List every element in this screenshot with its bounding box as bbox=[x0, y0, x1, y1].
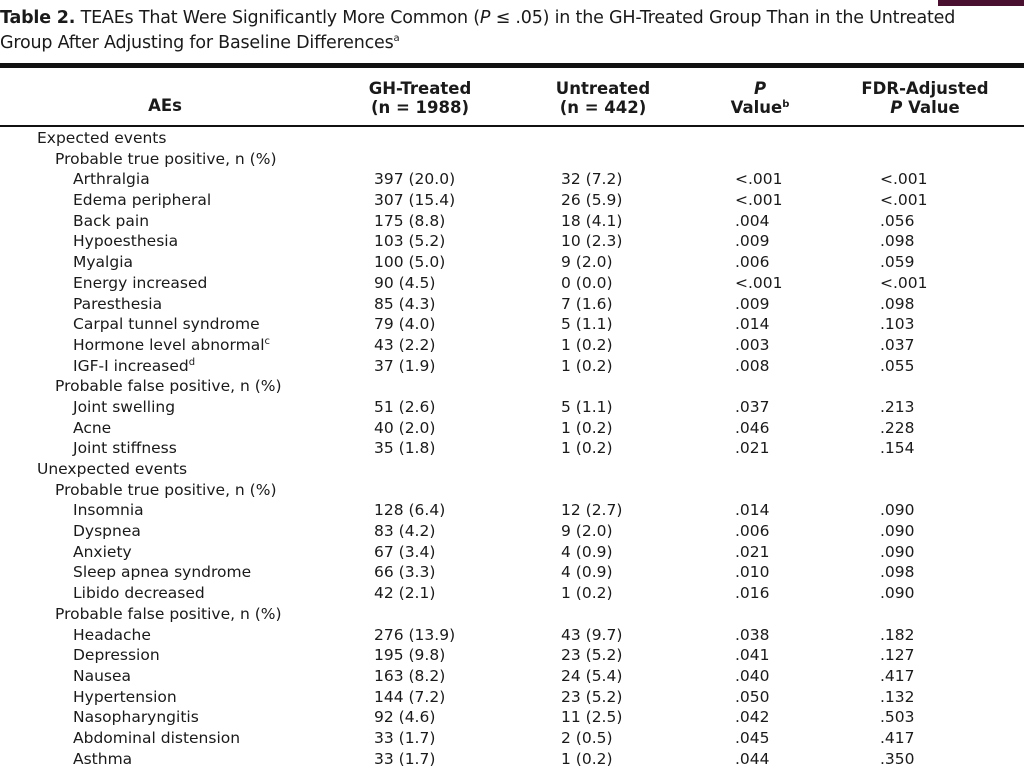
table-row bbox=[0, 707, 1024, 728]
table-row bbox=[0, 273, 1024, 294]
row-footnote-marker: c bbox=[264, 335, 271, 347]
p-value-cell: .008 bbox=[735, 356, 770, 375]
p-value-cell: .016 bbox=[735, 584, 770, 603]
header-gh-treated bbox=[345, 79, 495, 117]
table-row bbox=[0, 169, 1024, 190]
untreated-cell: 7 (1.6) bbox=[561, 294, 613, 313]
header-un-line1: Untreated bbox=[555, 79, 651, 98]
p-value-cell: .009 bbox=[735, 232, 770, 251]
row-label: Hypoesthesia bbox=[73, 232, 179, 251]
fdr-p-value-cell: .055 bbox=[880, 356, 915, 375]
table-row bbox=[0, 397, 1024, 418]
row-footnote-marker: d bbox=[188, 356, 196, 368]
row-label: Depression bbox=[73, 646, 160, 665]
p-value-cell: <.001 bbox=[735, 191, 783, 210]
fdr-p-value-cell: .132 bbox=[880, 687, 915, 706]
gh-treated-cell: 83 (4.2) bbox=[374, 522, 436, 541]
fdr-p-value-cell: .154 bbox=[880, 439, 915, 458]
table-row bbox=[0, 190, 1024, 211]
row-label: Carpal tunnel syndrome bbox=[73, 315, 260, 334]
table-row bbox=[0, 583, 1024, 604]
row-label: Sleep apnea syndrome bbox=[73, 563, 252, 582]
table-row bbox=[0, 542, 1024, 563]
row-label: Abdominal distension bbox=[73, 728, 241, 747]
row-label: Probable false positive, n (%) bbox=[55, 604, 282, 623]
untreated-cell: 5 (1.1) bbox=[561, 397, 613, 416]
p-value-cell: .010 bbox=[735, 563, 770, 582]
row-label: Probable true positive, n (%) bbox=[55, 149, 277, 168]
fdr-p-value-cell: .182 bbox=[880, 625, 915, 644]
fdr-p-value-cell: .103 bbox=[880, 315, 915, 334]
row-label: Asthma bbox=[73, 749, 133, 768]
caption-text-1: TEAEs That Were Significantly More Common ( bbox=[80, 8, 480, 28]
row-label: Libido decreased bbox=[73, 584, 205, 603]
p-value-cell: .044 bbox=[735, 749, 770, 768]
gh-treated-cell: 103 (5.2) bbox=[374, 232, 446, 251]
table-caption bbox=[0, 6, 1020, 56]
row-label: Insomnia bbox=[73, 501, 144, 520]
untreated-cell: 24 (5.4) bbox=[561, 666, 623, 685]
untreated-cell: 4 (0.9) bbox=[561, 563, 613, 582]
caption-footnote-marker: a bbox=[393, 33, 400, 44]
row-label: Nausea bbox=[73, 666, 132, 685]
header-gh-line2: (n = 1988) bbox=[370, 98, 470, 117]
gh-treated-cell: 163 (8.2) bbox=[374, 666, 446, 685]
table-row bbox=[0, 645, 1024, 666]
p-value-cell: .009 bbox=[735, 294, 770, 313]
table-row bbox=[0, 335, 1024, 356]
gh-treated-cell: 128 (6.4) bbox=[374, 501, 446, 520]
table-row bbox=[0, 314, 1024, 335]
header-p-value bbox=[715, 79, 805, 117]
header-aes: AEs bbox=[148, 96, 182, 115]
gh-treated-cell: 43 (2.2) bbox=[374, 335, 436, 354]
p-value-cell: .040 bbox=[735, 666, 770, 685]
untreated-cell: 12 (2.7) bbox=[561, 501, 623, 520]
untreated-cell: 18 (4.1) bbox=[561, 211, 623, 230]
gh-treated-cell: 33 (1.7) bbox=[374, 728, 436, 747]
p-value-cell: .021 bbox=[735, 542, 770, 561]
table-row bbox=[0, 500, 1024, 521]
gh-treated-cell: 175 (8.8) bbox=[374, 211, 446, 230]
untreated-cell: 9 (2.0) bbox=[561, 253, 613, 272]
untreated-cell: 1 (0.2) bbox=[561, 749, 613, 768]
row-label: Dyspnea bbox=[73, 522, 141, 541]
table-row bbox=[0, 749, 1024, 768]
p-value-cell: .006 bbox=[735, 253, 770, 272]
fdr-p-value-cell: .417 bbox=[880, 666, 915, 685]
gh-treated-cell: 144 (7.2) bbox=[374, 687, 446, 706]
table-row bbox=[0, 418, 1024, 439]
untreated-cell: 1 (0.2) bbox=[561, 335, 613, 354]
row-label: Joint swelling bbox=[73, 397, 176, 416]
row-label: Probable true positive, n (%) bbox=[55, 480, 277, 499]
caption-line-2-text: Group After Adjusting for Baseline Differences bbox=[0, 33, 394, 53]
table-top-rule bbox=[0, 63, 1024, 68]
row-label: Joint stiffness bbox=[73, 439, 177, 458]
untreated-cell: 23 (5.2) bbox=[561, 646, 623, 665]
p-value-cell: .004 bbox=[735, 211, 770, 230]
untreated-cell: 1 (0.2) bbox=[561, 356, 613, 375]
table-row bbox=[0, 231, 1024, 252]
p-value-cell: .014 bbox=[735, 501, 770, 520]
table-row bbox=[0, 666, 1024, 687]
row-label: Arthralgia bbox=[73, 170, 150, 189]
table-row bbox=[0, 521, 1024, 542]
section-heading-row bbox=[0, 459, 1024, 480]
gh-treated-cell: 85 (4.3) bbox=[374, 294, 436, 313]
row-label: Paresthesia bbox=[73, 294, 163, 313]
gh-treated-cell: 79 (4.0) bbox=[374, 315, 436, 334]
fdr-p-value-cell: .056 bbox=[880, 211, 915, 230]
table-label: Table 2. bbox=[0, 8, 76, 28]
untreated-cell: 1 (0.2) bbox=[561, 584, 613, 603]
section-heading-row bbox=[0, 128, 1024, 149]
gh-treated-cell: 66 (3.3) bbox=[374, 563, 436, 582]
table-row bbox=[0, 252, 1024, 273]
row-label: Headache bbox=[73, 625, 151, 644]
p-value-cell: <.001 bbox=[735, 273, 783, 292]
row-label: Back pain bbox=[73, 211, 150, 230]
header-fdr-line1: FDR-Adjusted bbox=[861, 79, 989, 98]
untreated-cell: 5 (1.1) bbox=[561, 315, 613, 334]
row-label: Hypertension bbox=[73, 687, 177, 706]
table-row bbox=[0, 687, 1024, 708]
fdr-p-value-cell: .059 bbox=[880, 253, 915, 272]
subsection-heading-row bbox=[0, 376, 1024, 397]
header-fdr-line2: P Value bbox=[890, 98, 960, 117]
gh-treated-cell: 37 (1.9) bbox=[374, 356, 436, 375]
row-label: Acne bbox=[73, 418, 112, 437]
fdr-p-value-cell: <.001 bbox=[880, 273, 928, 292]
table-row bbox=[0, 294, 1024, 315]
untreated-cell: 32 (7.2) bbox=[561, 170, 623, 189]
caption-text-2: ≤ .05) in the GH-Treated Group Than in the Untreated bbox=[490, 8, 956, 28]
row-label: Energy increased bbox=[73, 273, 208, 292]
p-value-cell: .046 bbox=[735, 418, 770, 437]
untreated-cell: 4 (0.9) bbox=[561, 542, 613, 561]
caption-p-symbol: P bbox=[479, 8, 491, 28]
fdr-p-value-cell: .090 bbox=[880, 522, 915, 541]
fdr-p-value-cell: .350 bbox=[880, 749, 915, 768]
untreated-cell: 26 (5.9) bbox=[561, 191, 623, 210]
gh-treated-cell: 67 (3.4) bbox=[374, 542, 436, 561]
row-label: Myalgia bbox=[73, 253, 133, 272]
table-row bbox=[0, 562, 1024, 583]
gh-treated-cell: 90 (4.5) bbox=[374, 273, 436, 292]
untreated-cell: 1 (0.2) bbox=[561, 439, 613, 458]
gh-treated-cell: 397 (20.0) bbox=[374, 170, 456, 189]
p-value-cell: .041 bbox=[735, 646, 770, 665]
fdr-p-value-cell: .127 bbox=[880, 646, 915, 665]
p-value-cell: .038 bbox=[735, 625, 770, 644]
row-label: Hormone level abnormal$^c$ bbox=[73, 335, 271, 354]
untreated-cell: 2 (0.5) bbox=[561, 728, 613, 747]
untreated-cell: 1 (0.2) bbox=[561, 418, 613, 437]
gh-treated-cell: 35 (1.8) bbox=[374, 439, 436, 458]
p-value-cell: .006 bbox=[735, 522, 770, 541]
fdr-p-value-cell: .503 bbox=[880, 708, 915, 727]
gh-treated-cell: 42 (2.1) bbox=[374, 584, 436, 603]
fdr-p-value-cell: .090 bbox=[880, 584, 915, 603]
gh-treated-cell: 100 (5.0) bbox=[374, 253, 446, 272]
untreated-cell: 23 (5.2) bbox=[561, 687, 623, 706]
table-row bbox=[0, 625, 1024, 646]
p-value-cell: <.001 bbox=[735, 170, 783, 189]
header-p-footnote: b bbox=[782, 99, 790, 110]
caption-line-1 bbox=[0, 6, 1020, 31]
header-untreated bbox=[533, 79, 673, 117]
table-row bbox=[0, 356, 1024, 377]
subsection-heading-row bbox=[0, 480, 1024, 501]
gh-treated-cell: 51 (2.6) bbox=[374, 397, 436, 416]
header-p-line2: Value$^b$ bbox=[730, 98, 790, 117]
fdr-p-value-cell: .037 bbox=[880, 335, 915, 354]
row-label: Expected events bbox=[37, 129, 167, 147]
untreated-cell: 43 (9.7) bbox=[561, 625, 623, 644]
untreated-cell: 10 (2.3) bbox=[561, 232, 623, 251]
gh-treated-cell: 195 (9.8) bbox=[374, 646, 446, 665]
gh-treated-cell: 276 (13.9) bbox=[374, 625, 456, 644]
untreated-cell: 9 (2.0) bbox=[561, 522, 613, 541]
row-label: Unexpected events bbox=[37, 460, 188, 478]
row-label: Nasopharyngitis bbox=[73, 708, 199, 727]
fdr-p-value-cell: .098 bbox=[880, 563, 915, 582]
header-gh-line1: GH-Treated bbox=[368, 79, 472, 98]
fdr-p-value-cell: .417 bbox=[880, 728, 915, 747]
table-row bbox=[0, 211, 1024, 232]
untreated-cell: 11 (2.5) bbox=[561, 708, 623, 727]
header-un-line2: (n = 442) bbox=[559, 98, 647, 117]
p-value-cell: .042 bbox=[735, 708, 770, 727]
fdr-p-value-cell: .098 bbox=[880, 232, 915, 251]
untreated-cell: 0 (0.0) bbox=[561, 273, 613, 292]
row-label: Anxiety bbox=[73, 542, 132, 561]
subsection-heading-row bbox=[0, 149, 1024, 170]
fdr-p-value-cell: <.001 bbox=[880, 170, 928, 189]
fdr-p-value-cell: <.001 bbox=[880, 191, 928, 210]
fdr-p-value-cell: .228 bbox=[880, 418, 915, 437]
table-body bbox=[0, 128, 1024, 768]
p-value-cell: .050 bbox=[735, 687, 770, 706]
gh-treated-cell: 307 (15.4) bbox=[374, 191, 456, 210]
row-label: IGF-I increased$^d$ bbox=[73, 356, 196, 375]
p-value-cell: .014 bbox=[735, 315, 770, 334]
table-row bbox=[0, 728, 1024, 749]
row-label: Probable false positive, n (%) bbox=[55, 377, 282, 396]
gh-treated-cell: 33 (1.7) bbox=[374, 749, 436, 768]
fdr-p-value-cell: .213 bbox=[880, 397, 915, 416]
p-value-cell: .045 bbox=[735, 728, 770, 747]
p-value-cell: .003 bbox=[735, 335, 770, 354]
gh-treated-cell: 92 (4.6) bbox=[374, 708, 436, 727]
fdr-p-value-cell: .090 bbox=[880, 501, 915, 520]
table-row bbox=[0, 438, 1024, 459]
row-label: Edema peripheral bbox=[73, 191, 212, 210]
header-fdr-adjusted bbox=[850, 79, 1000, 117]
fdr-p-value-cell: .090 bbox=[880, 542, 915, 561]
subsection-heading-row bbox=[0, 604, 1024, 625]
header-p-line1: P bbox=[753, 79, 767, 98]
caption-line-2 bbox=[0, 31, 1020, 56]
gh-treated-cell: 40 (2.0) bbox=[374, 418, 436, 437]
p-value-cell: .021 bbox=[735, 439, 770, 458]
fdr-p-value-cell: .098 bbox=[880, 294, 915, 313]
p-value-cell: .037 bbox=[735, 397, 770, 416]
header-bottom-rule bbox=[0, 125, 1024, 127]
